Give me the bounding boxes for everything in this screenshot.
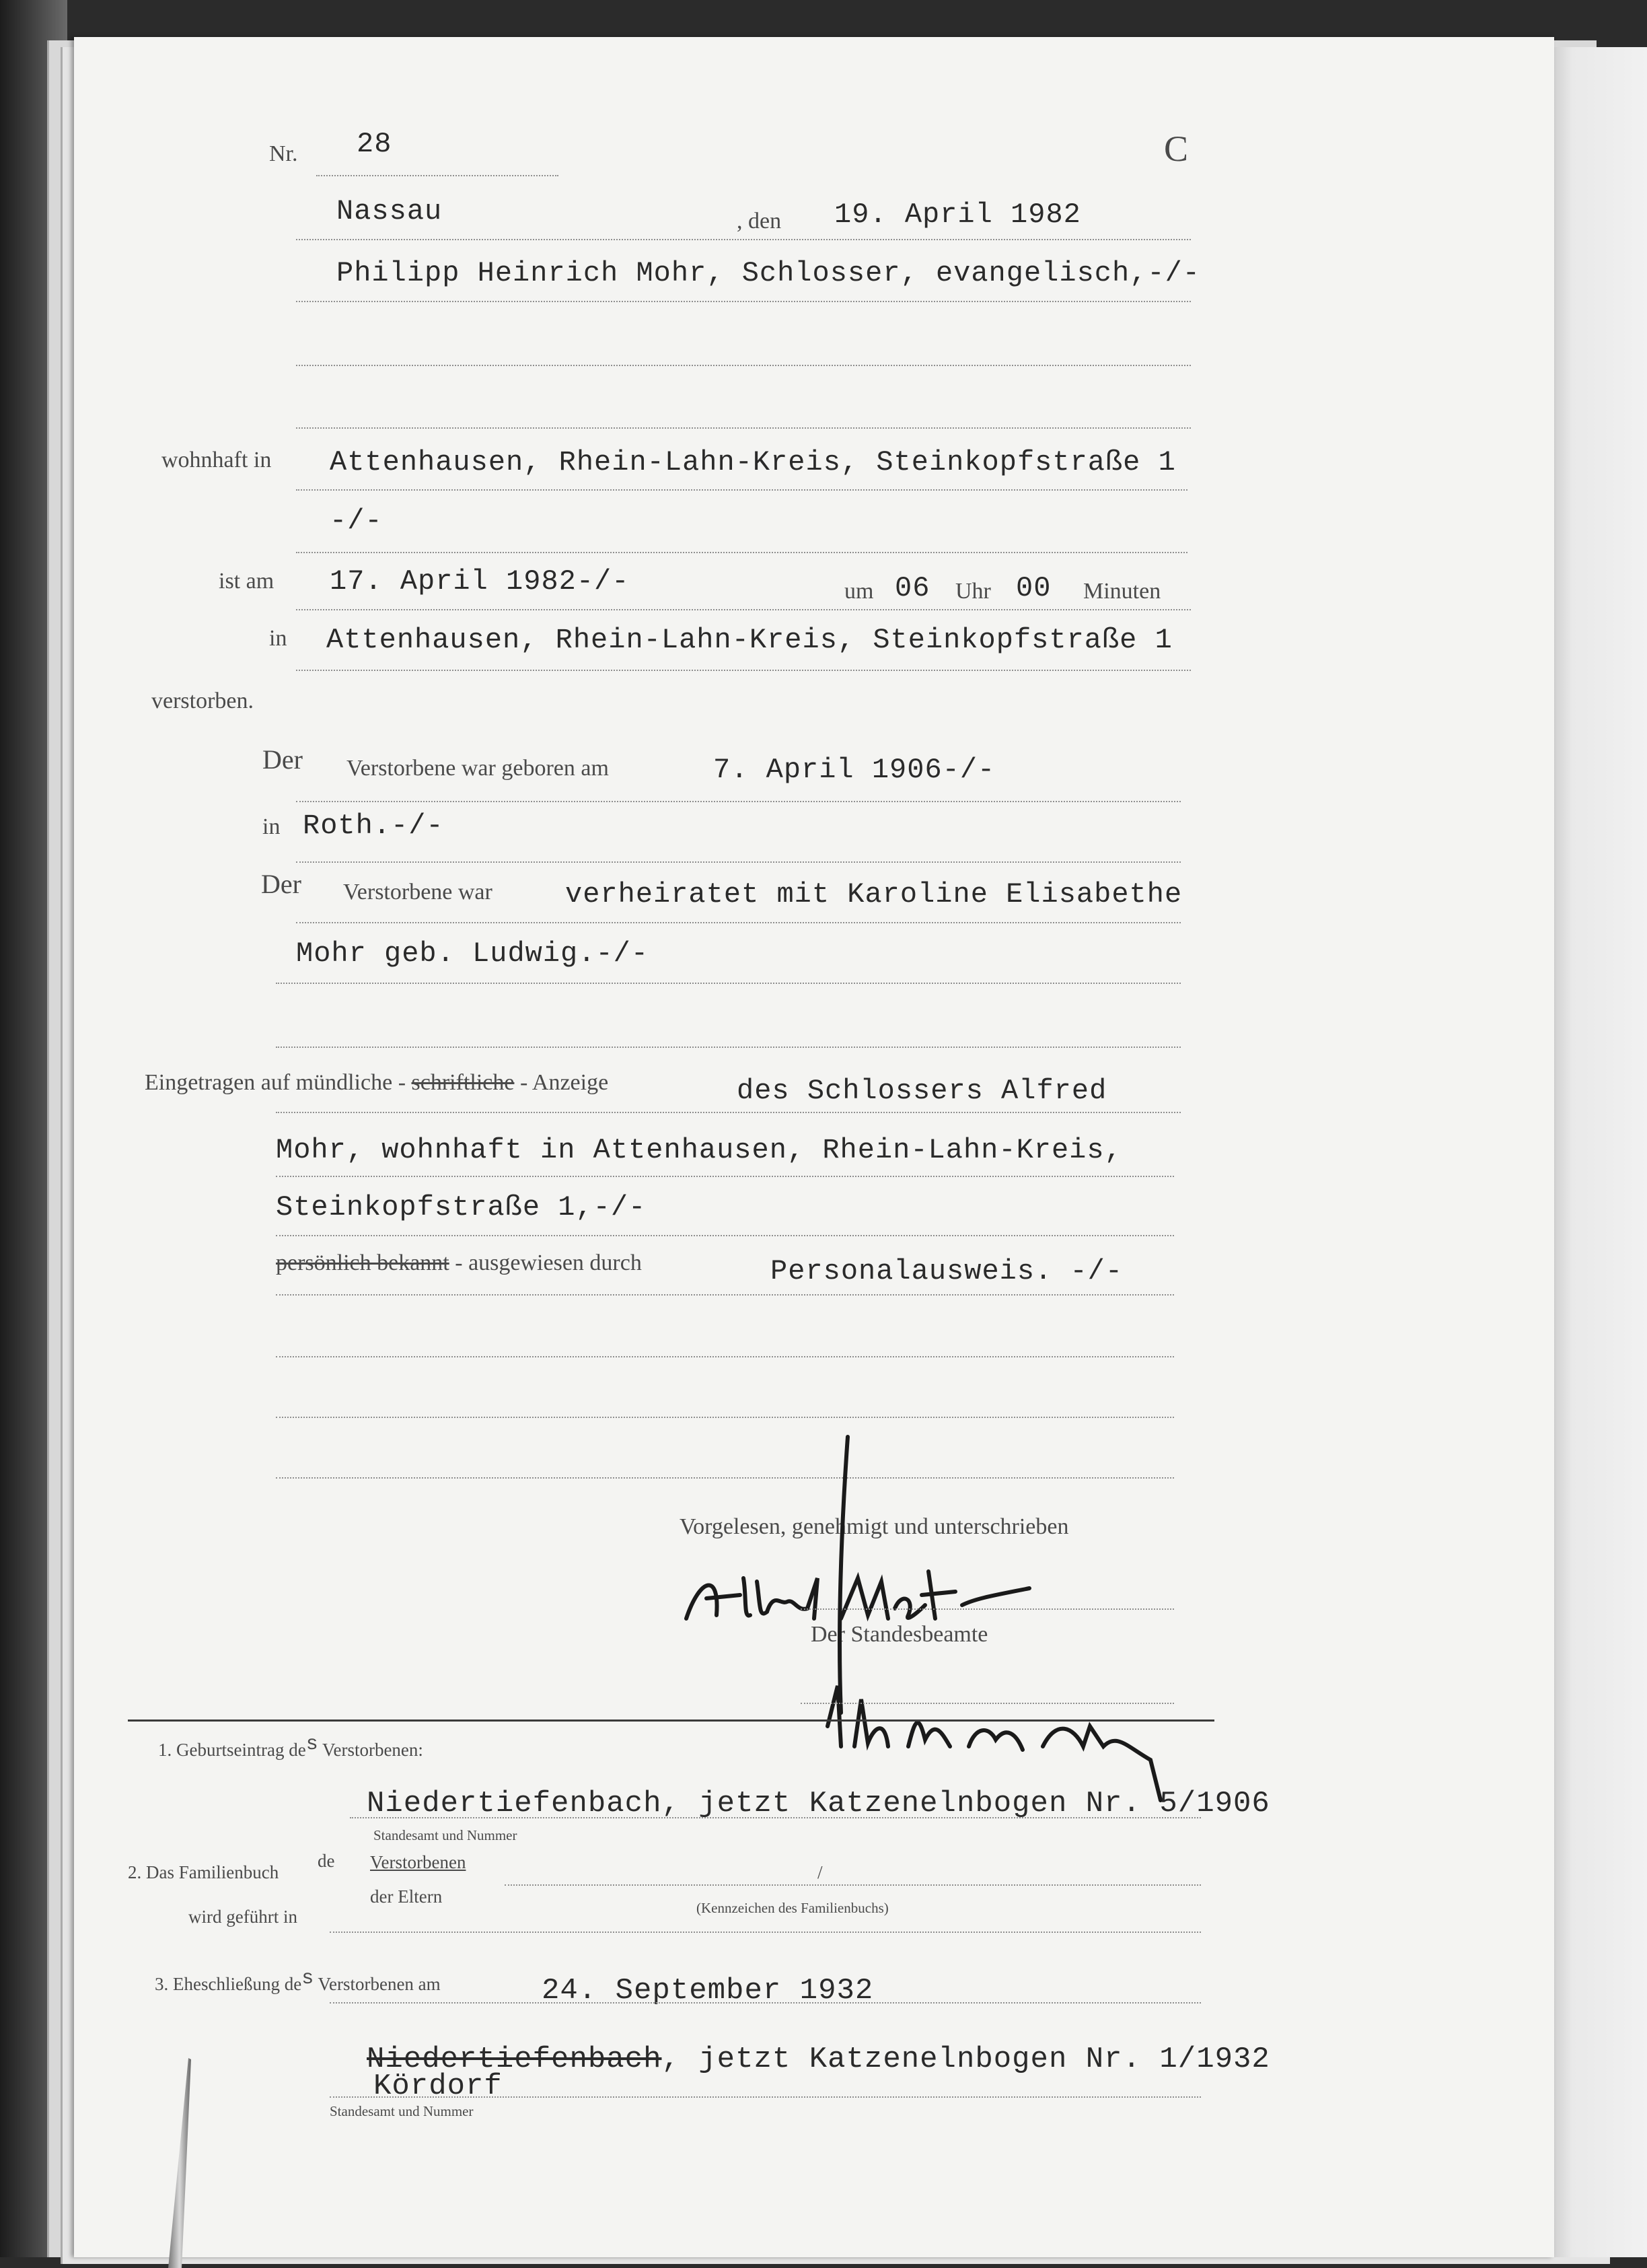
- birth-place: Roth.-/-: [303, 810, 444, 842]
- vorgelesen-label: Vorgelesen, genehmigt und unterschrieben: [680, 1514, 1069, 1539]
- death-date-rule: [296, 609, 1191, 610]
- standesbeamte-label: Der Standesbeamte: [811, 1622, 988, 1647]
- nr-line: [316, 175, 558, 176]
- residence-rule-2: [296, 552, 1187, 553]
- informant-rule-1: [276, 1112, 1181, 1113]
- id-document-rule: [276, 1294, 1174, 1296]
- note-1-label: [158, 1733, 423, 1761]
- note-2-slash: /: [817, 1862, 823, 1882]
- note-2-label: 2. Das Familienbuch: [128, 1862, 279, 1882]
- eingetragen-label: [145, 1070, 608, 1096]
- minuten-label: Minuten: [1083, 579, 1161, 604]
- note-2-wird: wird geführt in: [188, 1907, 297, 1927]
- uhr-label: Uhr: [955, 579, 991, 604]
- note-1-text-b: Verstorbenen:: [322, 1740, 423, 1760]
- verstorben-label: verstorben.: [151, 688, 254, 713]
- anzeige-text: - Anzeige: [519, 1070, 609, 1095]
- note-2-verstorbenen: Verstorbenen: [370, 1852, 466, 1872]
- informant-line-3: Steinkopfstraße 1,-/-: [276, 1191, 647, 1224]
- persoenlich-bekannt-struck: persönlich bekannt: [276, 1250, 449, 1275]
- um-label: um: [844, 579, 874, 604]
- marital-rule-2: [276, 983, 1181, 984]
- code-letter: C: [1164, 129, 1189, 169]
- eingetragen-text: Eingetragen auf mündliche -: [145, 1070, 406, 1095]
- marital-line-1: verheiratet mit Karoline Elisabethe: [565, 878, 1183, 911]
- informant-rule-2: [276, 1176, 1174, 1177]
- birth-place-rule: [296, 861, 1181, 863]
- informant-rule-3: [276, 1235, 1174, 1236]
- register-page: [74, 37, 1554, 2257]
- note-2-rule-2: [330, 1932, 1201, 1933]
- residence-line-2: -/-: [330, 505, 383, 537]
- informant-line-2: Mohr, wohnhaft in Attenhausen, Rhein-Lahn-Kreis,: [276, 1134, 1122, 1166]
- blank-line-1: [296, 365, 1191, 366]
- birth-date-rule: [296, 801, 1181, 802]
- death-hour: 06: [895, 572, 930, 604]
- standesamt-nummer-1: Standesamt und Nummer: [373, 1827, 517, 1843]
- note-3-text-a: 3. Eheschließung de: [155, 1974, 302, 1994]
- blank-line-3: [276, 1047, 1181, 1048]
- blank-line-4: [276, 1356, 1174, 1357]
- death-minute: 00: [1016, 572, 1052, 604]
- note-3-date: 24. September 1932: [542, 1974, 874, 2008]
- note-3-place-rest: , jetzt Katzenelnbogen Nr. 1/1932: [661, 2043, 1270, 2076]
- person-line-rule: [296, 301, 1191, 302]
- marital-war-label: Verstorbene war: [343, 880, 492, 905]
- note-3-struck-place: Niedertiefenbach: [367, 2043, 662, 2076]
- place-date-line: [296, 239, 1191, 240]
- pen-tip: [155, 2053, 195, 2268]
- date-value: 19. April 1982: [834, 199, 1081, 231]
- note-3-rule-1: [330, 2002, 1201, 2004]
- wohnhaft-label: wohnhaft in: [161, 448, 272, 472]
- note-3-sup: s: [301, 1967, 314, 1990]
- note-1-text-a: 1. Geburtseintrag de: [158, 1740, 306, 1760]
- registrar-rule: [801, 1703, 1174, 1704]
- deceased-person-line: Philipp Heinrich Mohr, Schlosser, evangelisch,-/-: [336, 257, 1201, 289]
- registrar-signature: [774, 1430, 1204, 1820]
- note-2-kennzeichen: (Kennzeichen des Familienbuchs): [696, 1900, 889, 1916]
- death-place-rule: [296, 670, 1191, 671]
- birth-in-label: in: [262, 814, 281, 839]
- birth-date: 7. April 1906-/-: [713, 754, 996, 786]
- residence-line-1: Attenhausen, Rhein-Lahn-Kreis, Steinkopfstraße 1: [330, 446, 1176, 479]
- note-1-value: Niedertiefenbach, jetzt Katzenelnbogen Nr. 5/1906: [367, 1787, 1270, 1820]
- geboren-label: Verstorbene war geboren am: [346, 756, 609, 781]
- standesamt-nummer-2: Standesamt und Nummer: [330, 2103, 474, 2119]
- birth-der-label: Der: [262, 744, 303, 775]
- note-1-sup: s: [305, 1733, 318, 1756]
- nr-value: 28: [357, 128, 392, 160]
- nr-label: Nr.: [269, 141, 298, 166]
- marital-der-label: Der: [261, 869, 301, 899]
- informant-line-1: des Schlossers Alfred: [737, 1075, 1107, 1107]
- death-place: Attenhausen, Rhein-Lahn-Kreis, Steinkopfstraße 1: [326, 624, 1173, 656]
- note-3-correction: Kördorf: [373, 2069, 503, 2103]
- death-in-label: in: [269, 626, 287, 651]
- known-label: [276, 1250, 642, 1276]
- ausgewiesen-label: ausgewiesen durch: [468, 1250, 642, 1275]
- note-2-eltern: der Eltern: [370, 1886, 443, 1907]
- id-document: Personalausweis. -/-: [770, 1255, 1124, 1287]
- schriftliche-struck: schriftliche: [411, 1070, 515, 1095]
- ist-am-label: ist am: [219, 569, 274, 594]
- note-2-de: de: [318, 1851, 335, 1871]
- note-1-rule: [350, 1817, 1201, 1818]
- note-2-rule-1: [505, 1884, 1201, 1886]
- note-3-label: [155, 1967, 441, 1995]
- blank-line-2: [296, 427, 1191, 429]
- marital-rule-1: [296, 922, 1181, 923]
- place-value: Nassau: [336, 195, 443, 227]
- known-dash: -: [455, 1250, 463, 1275]
- death-date: 17. April 1982-/-: [330, 565, 630, 598]
- notes-separator: [128, 1720, 1214, 1722]
- facing-page-edge: [1547, 47, 1647, 2257]
- note-3-text-b: Verstorbenen am: [318, 1974, 441, 1994]
- marital-line-2: Mohr geb. Ludwig.-/-: [296, 937, 649, 970]
- den-label: , den: [737, 209, 782, 234]
- note-3-rule-2: [330, 2096, 1201, 2098]
- residence-rule-1: [296, 489, 1187, 491]
- blank-line-5: [276, 1417, 1174, 1418]
